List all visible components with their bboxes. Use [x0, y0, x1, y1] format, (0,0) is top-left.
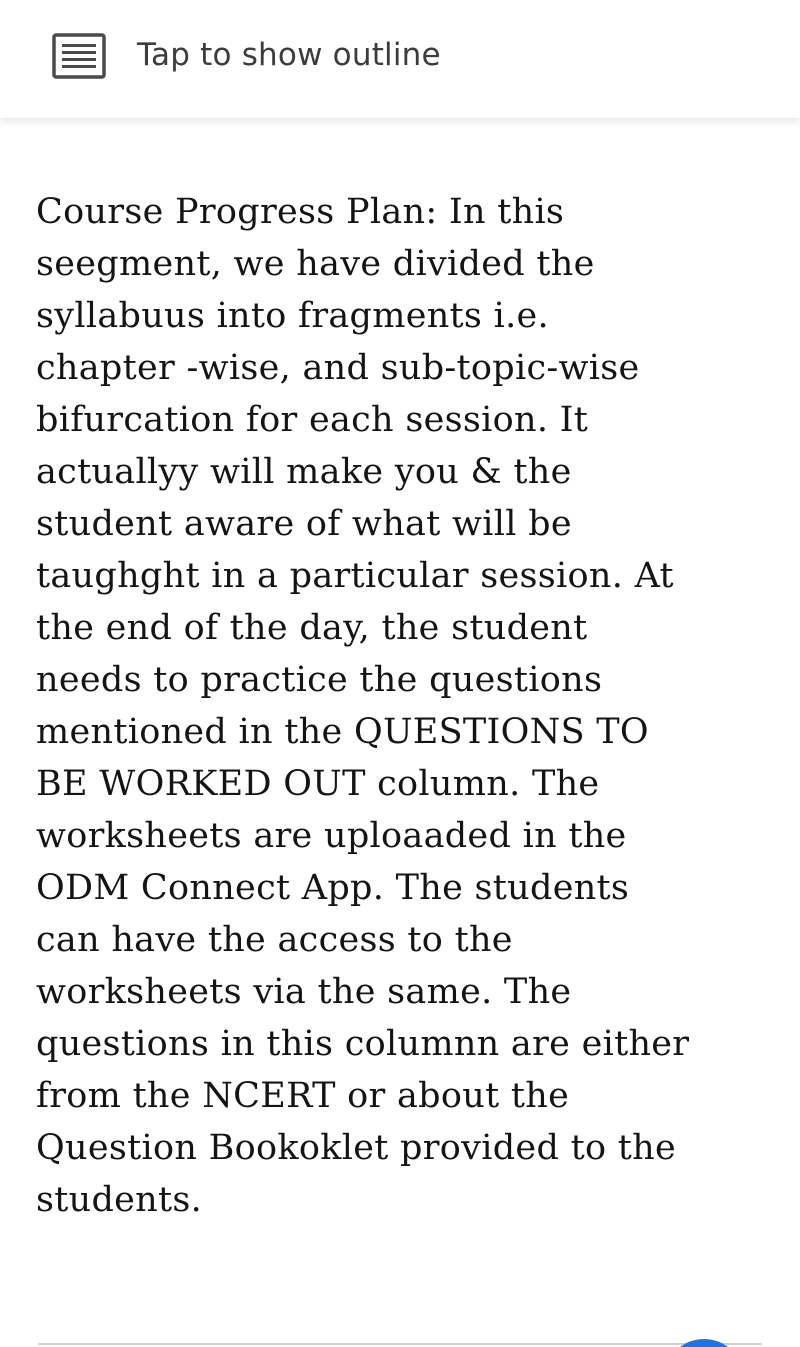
text-line: worksheets are uploaaded in the: [36, 816, 627, 856]
text-line: bifurcation for each session. It: [36, 400, 589, 440]
bottom-divider: [38, 1343, 762, 1345]
text-line: taughght in a particular session. At: [36, 556, 674, 596]
text-line: student aware of what will be: [36, 504, 572, 544]
top-app-bar: [0, 0, 800, 118]
text-line: worksheets via the same. The: [36, 972, 572, 1012]
text-line: actuallyy will make you & the: [36, 452, 572, 492]
paragraph-course-progress-plan: [36, 186, 781, 1226]
text-line: questions in this columnn are either: [36, 1024, 690, 1064]
text-line: mentioned in the QUESTIONS TO: [36, 712, 649, 752]
show-outline-button[interactable]: [0, 0, 520, 110]
text-line: seegment, we have divided the: [36, 244, 595, 284]
show-outline-label: Tap to show outline: [137, 37, 441, 73]
text-line: needs to practice the questions: [36, 660, 603, 700]
text-line: the end of the day, the student: [36, 608, 588, 648]
outline-list-icon: [52, 33, 106, 79]
text-line: chapter -wise, and sub-topic-wise: [36, 348, 640, 388]
document-body: [36, 186, 781, 1226]
text-line: ODM Connect App. The students: [36, 868, 630, 908]
text-line: from the NCERT or about the: [36, 1076, 570, 1116]
text-line: BE WORKED OUT column. The: [36, 764, 600, 804]
text-line: can have the access to the: [36, 920, 513, 960]
text-line: Question Bookoklet provided to the: [36, 1128, 676, 1168]
text-line: syllabuus into fragments i.e.: [36, 296, 549, 336]
text-line: Course Progress Plan: In this: [36, 192, 565, 232]
text-line: students.: [36, 1180, 203, 1220]
